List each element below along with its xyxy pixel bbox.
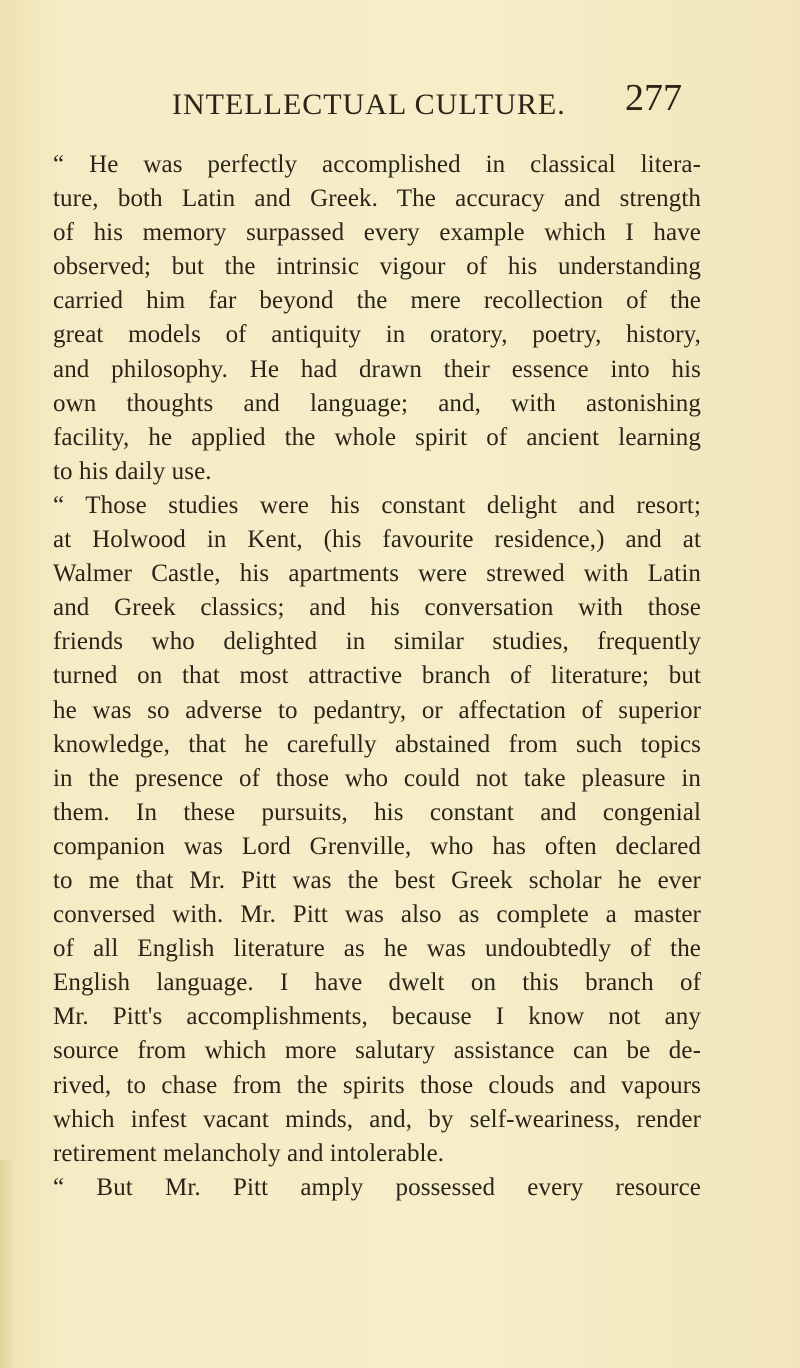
running-title: INTELLECTUAL CULTURE. — [172, 88, 566, 121]
text-line: knowledge, that he carefully abstained from such topics — [53, 730, 701, 758]
text-line: “ He was perfectly accomplished in classical litera- — [53, 151, 701, 178]
text-line: observed; but the intrinsic vigour of his understanding — [53, 253, 701, 281]
text-line: of his memory surpassed every example which I have — [53, 219, 701, 247]
text-line: friends who delighted in similar studies, frequently — [53, 628, 701, 656]
text-line: of all English literature as he was undoubtedly of the — [53, 935, 701, 963]
text-line: at Holwood in Kent, (his favourite residence,) and at — [53, 526, 701, 554]
text-line: carried him far beyond the mere recollection of the — [53, 287, 701, 315]
text-line: “ Those studies were his constant delight and resort; — [53, 491, 701, 519]
text-line: he was so adverse to pedantry, or affectation of superior — [53, 696, 701, 724]
text-line: which infest vacant minds, and, by self-weariness, render — [53, 1105, 701, 1133]
text-line: to me that Mr. Pitt was the best Greek scholar he ever — [53, 866, 701, 894]
text-line: them. In these pursuits, his constant and congenial — [53, 798, 701, 826]
page-number: 277 — [625, 77, 682, 119]
text-line: and Greek classics; and his conversation with those — [53, 594, 701, 622]
body-text — [53, 148, 701, 1205]
page-edge-shadow — [0, 1160, 14, 1368]
text-line: turned on that most attractive branch of literature; but — [53, 662, 701, 690]
text-line: to his daily use. — [53, 457, 212, 485]
text-line: Mr. Pitt's accomplishments, because I know not any — [53, 1003, 701, 1031]
text-line: English language. I have dwelt on this branch of — [53, 969, 701, 997]
text-line: “ But Mr. Pitt amply possessed every resource — [53, 1173, 701, 1201]
text-line: facility, he applied the whole spirit of ancient learning — [53, 423, 701, 451]
text-line: own thoughts and language; and, with astonishing — [53, 389, 701, 417]
text-line: retirement melancholy and intolerable. — [53, 1139, 445, 1167]
text-line: rived, to chase from the spirits those clouds and vapours — [53, 1071, 701, 1099]
text-line: companion was Lord Grenville, who has often declared — [53, 832, 701, 860]
text-line: and philosophy. He had drawn their essence into his — [53, 355, 701, 383]
text-line: Walmer Castle, his apartments were strewed with Latin — [53, 560, 701, 588]
text-line: great models of antiquity in oratory, poetry, history, — [53, 321, 701, 349]
text-line: source from which more salutary assistance can be de- — [53, 1037, 701, 1065]
text-line: conversed with. Mr. Pitt was also as complete a master — [53, 901, 701, 929]
page-header — [172, 70, 682, 130]
text-line: in the presence of those who could not take pleasure in — [53, 764, 701, 792]
text-line: ture, both Latin and Greek. The accuracy and strength — [53, 185, 701, 213]
